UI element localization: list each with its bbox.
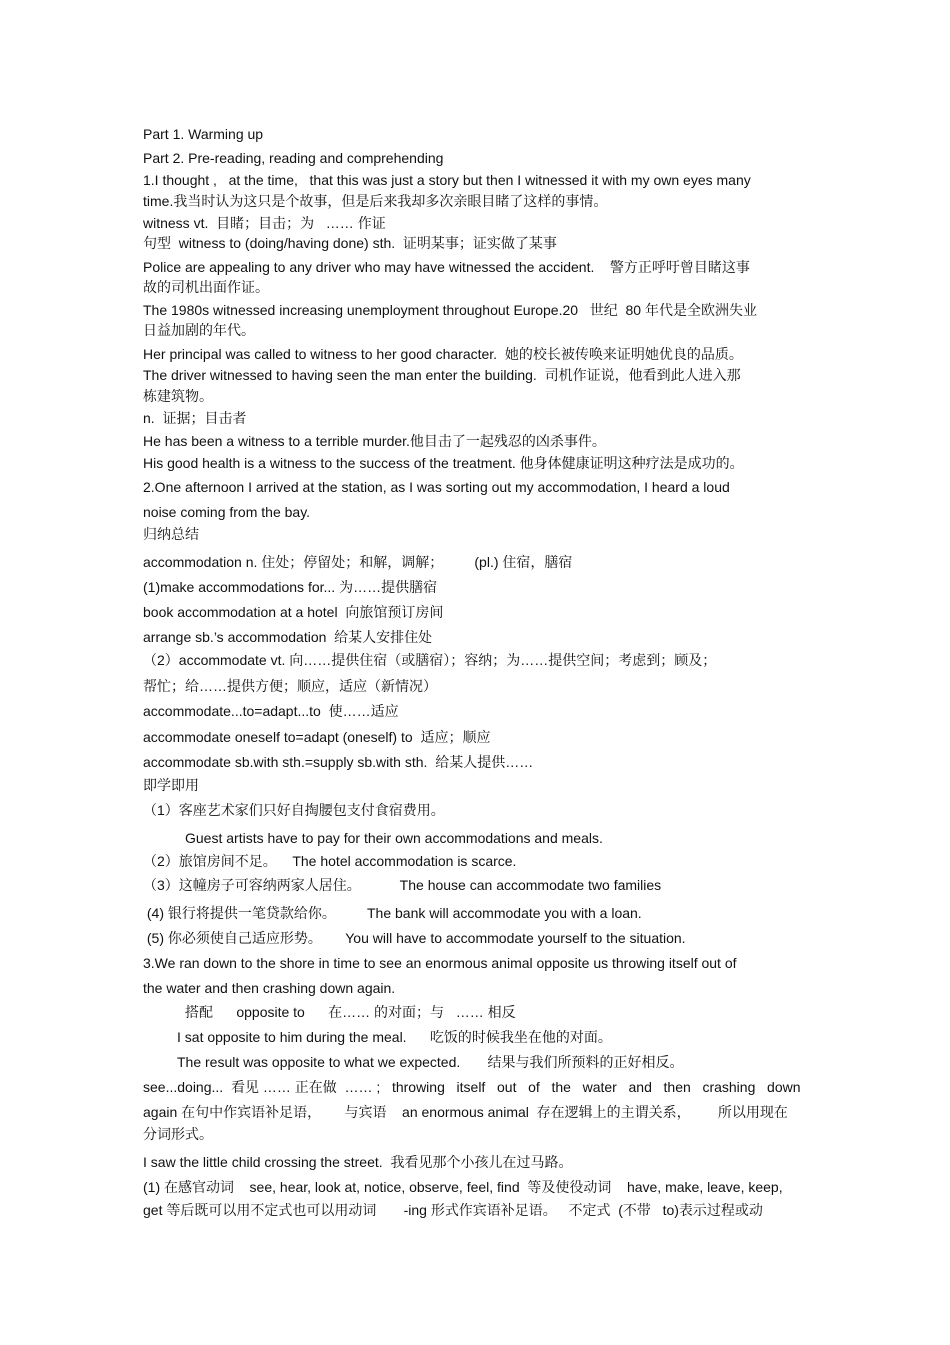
- witness-sentence-pattern: 句型 witness to (doing/having done) sth. 证明某事；证实做了某事: [143, 235, 557, 251]
- witness-example-2: The 1980s witnessed increasing unemployment throughout Europe.20 世纪 80 年代是全欧洲失业: [143, 302, 757, 318]
- accommodation-phrase-2: book accommodation at a hotel 向旅馆预订房间: [143, 604, 444, 620]
- practice-item-2: （2）旅馆房间不足。 The hotel accommodation is scarce.: [143, 853, 517, 869]
- summary-heading: 归纳总结: [143, 526, 199, 542]
- see-doing-explanation-cont: again 在句中作宾语补足语， 与宾语 an enormous animal 存在逻辑上的主谓关系， 所以用现在: [143, 1104, 788, 1120]
- accommodate-definition-cont: 帮忙；给……提供方便；顺应，适应（新情况）: [143, 678, 437, 694]
- accommodate-phrase-1: accommodate...to=adapt...to 使……适应: [143, 703, 399, 719]
- opposite-example-1: I sat opposite to him during the meal. 吃饭的时候我坐在他的对面。: [177, 1029, 612, 1045]
- perception-verbs-rule: (1) 在感官动词 see, hear, look at, notice, observe, feel, find 等及使役动词 have, make, leave, keep,: [143, 1179, 783, 1195]
- accommodation-definition: accommodation n. 住处；停留处；和解，调解； (pl.) 住宿，膳宿: [143, 554, 573, 570]
- see-doing-example: I saw the little child crossing the street. 我看见那个小孩儿在过马路。: [143, 1154, 573, 1170]
- practice-item-1-chinese: （1）客座艺术家们只好自掏腰包支付食宿费用。: [143, 802, 445, 818]
- practice-item-3: （3）这幢房子可容纳两家人居住。 The house can accommodate two families: [143, 877, 662, 893]
- witness-example-1-cont: 故的司机出面作证。: [143, 279, 269, 295]
- practice-item-4: (4) 银行将提供一笔贷款给你。 The bank will accommodate you with a loan.: [143, 905, 642, 921]
- accommodate-phrase-3: accommodate sb.with sth.=supply sb.with sth. 给某人提供……: [143, 754, 534, 770]
- part-2-heading: Part 2. Pre-reading, reading and comprehending: [143, 150, 444, 166]
- sentence-2-english: 2.One afternoon I arrived at the station, as I was sorting out my accommodation, I heard a loud: [143, 479, 730, 495]
- opposite-collocation: 搭配 opposite to 在…… 的对面；与 …… 相反: [185, 1004, 516, 1020]
- practice-item-5: (5) 你必须使自己适应形势。 You will have to accommodate yourself to the situation.: [143, 930, 686, 946]
- practice-item-1-english: Guest artists have to pay for their own accommodations and meals.: [185, 830, 603, 846]
- witness-noun-definition: n. 证据；目击者: [143, 410, 247, 426]
- sentence-1-translation: time.我当时认为这只是个故事，但是后来我却多次亲眼目睹了这样的事情。: [143, 193, 608, 209]
- witness-example-3: Her principal was called to witness to her good character. 她的校长被传唤来证明她优良的品质。: [143, 346, 743, 362]
- witness-verb-definition: witness vt. 目睹；目击；为 …… 作证: [143, 215, 386, 231]
- accommodation-phrase-1: (1)make accommodations for... 为……提供膳宿: [143, 579, 438, 595]
- witness-example-4: The driver witnessed to having seen the man enter the building. 司机作证说，他看到此人进入那: [143, 367, 741, 383]
- see-doing-explanation-end: 分词形式。: [143, 1126, 213, 1142]
- part-1-heading: Part 1. Warming up: [143, 126, 264, 142]
- see-doing-explanation: see...doing... 看见 …… 正在做 …… ; throwing itself out of the water and then crashing down: [143, 1079, 801, 1095]
- sentence-3-english-cont: the water and then crashing down again.: [143, 980, 396, 996]
- witness-example-1: Police are appealing to any driver who may have witnessed the accident. 警方正呼吁曾目睹这事: [143, 259, 750, 275]
- witness-noun-example-1: He has been a witness to a terrible murder.他目击了一起残忍的凶杀事件。: [143, 433, 606, 449]
- sentence-1-english: 1.I thought , at the time, that this was just a story but then I witnessed it with my own eyes many: [143, 172, 751, 188]
- witness-noun-example-2: His good health is a witness to the success of the treatment. 他身体健康证明这种疗法是成功的。: [143, 455, 744, 471]
- practice-heading: 即学即用: [143, 777, 199, 793]
- opposite-example-2: The result was opposite to what we expected. 结果与我们所预料的正好相反。: [177, 1054, 684, 1070]
- accommodate-phrase-2: accommodate oneself to=adapt (oneself) to 适应；顺应: [143, 729, 491, 745]
- accommodate-definition: （2）accommodate vt. 向……提供住宿（或膳宿）；容纳；为……提供空间；考虑到；顾及；: [143, 652, 717, 668]
- accommodation-phrase-3: arrange sb.’s accommodation 给某人安排住处: [143, 629, 433, 645]
- witness-example-2-cont: 日益加剧的年代。: [143, 322, 255, 338]
- witness-example-4-cont: 栋建筑物。: [143, 388, 213, 404]
- perception-verbs-rule-cont: get 等后既可以用不定式也可以用动词 -ing 形式作宾语补足语。 不定式 (不带 to)表示过程或动: [143, 1202, 763, 1218]
- sentence-2-english-cont: noise coming from the bay.: [143, 504, 311, 520]
- sentence-3-english: 3.We ran down to the shore in time to see an enormous animal opposite us throwing itself out of: [143, 955, 737, 971]
